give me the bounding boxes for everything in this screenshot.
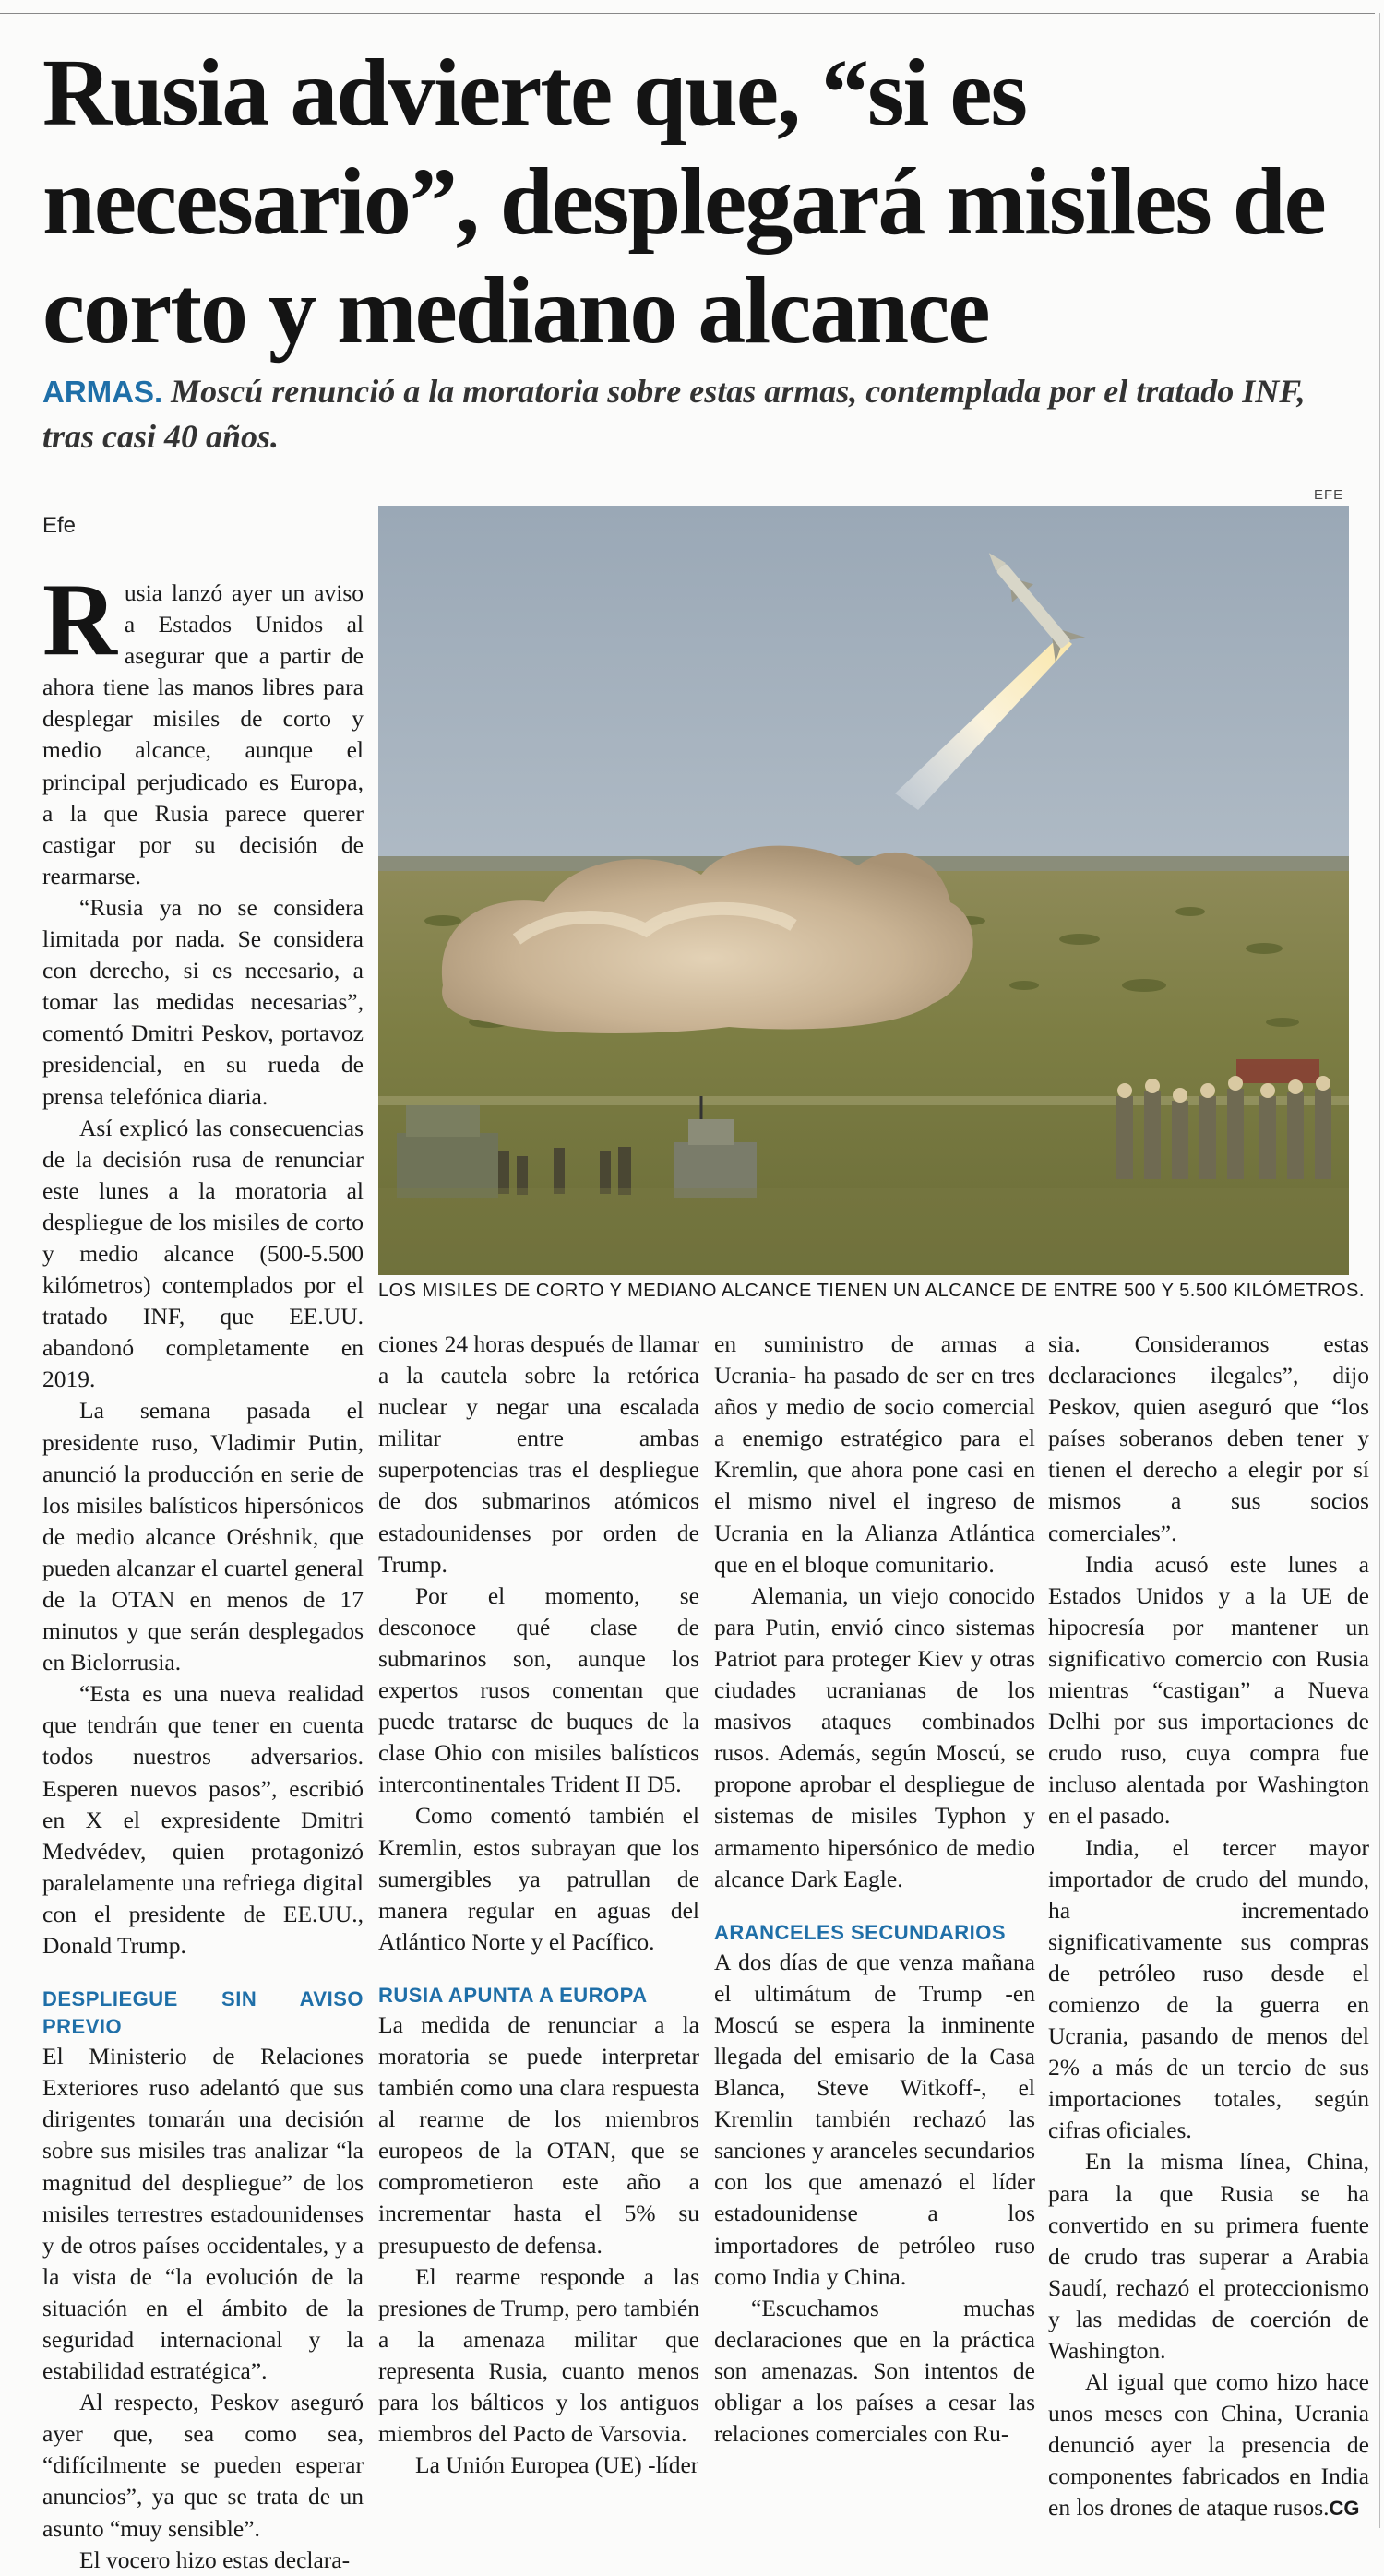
paragraph-text: usia lanzó ayer un aviso a Estados Unidos al asegurar que a partir de ahora tiene las manos libres para desplegar misiles de corto y medio alcance, aunque el principal perjudicado es Europa, a la que Rusia parece querer castigar por su decisión de rearmarse.	[42, 579, 364, 889]
missile-launch-photo	[378, 506, 1349, 1275]
paragraph: “Esta es una nueva realidad que tendrán que tener en cuenta todos nuestros adversarios. Esperen nuevos pasos”, escribió en X el expresidente Dmitri Medvédev, quien protagonizó paralelamente una refriega digital con el presidente de EE.UU., Donald Trump.	[42, 1680, 364, 1960]
paragraph: A dos días de que venza mañana el ultimátum de Trump -en Moscú se espera la inminente llegada del emisario de la Casa Blanca, Steve Witkoff-, el Kremlin también rechazó las sanciones y aranceles secundarios con los que amenazó el líder estadounidense a los importadores de petróleo ruso como India y China.	[714, 1948, 1035, 2290]
paragraph	[42, 563, 364, 892]
deck-text: Moscú renunció a la moratoria sobre estas armas, contemplada por el tratado INF, tras casi 40 años.	[42, 373, 1306, 455]
kicker: ARMAS.	[42, 375, 163, 409]
paragraph: El Ministerio de Relaciones Exteriores ruso adelantó que sus dirigentes tomarán una decisión sobre sus misiles tras analizar “la magnitud del despliegue” de los misiles terrestres estadounidenses y de otros países occidentales, y a la vista de “la evolución de la situación en el ámbito de la seguridad internacional y la estabilidad estratégica”.	[42, 2043, 364, 2385]
paragraph: La medida de renunciar a la moratoria se puede interpretar también como una clara respuesta al rearme de los miembros europeos de la OTAN, que se comprometieron este año a incrementar hasta el 5% su presupuesto de defensa.	[378, 2010, 699, 2259]
paragraph: El vocero hizo estas declara-	[79, 2546, 351, 2573]
photo-credit: EFE	[1314, 487, 1344, 503]
deck	[42, 369, 1334, 459]
column-1	[42, 563, 364, 2576]
drop-cap: R	[42, 563, 117, 677]
right-rule	[1379, 13, 1380, 2528]
subhead: DESPLIEGUE SIN AVISO PREVIO	[42, 1987, 364, 2039]
end-mark: CG	[1329, 2497, 1360, 2521]
column-3	[714, 1329, 1035, 2450]
byline: Efe	[42, 513, 77, 538]
paragraph: India acusó este lunes a Estados Unidos y a la UE de hipocresía por mantener un significativo comercio con Rusia mientras “castigan” a Nueva Delhi por sus importaciones de crudo ruso, cuya compra fue incluso alentada por Washington en el pasado.	[1048, 1550, 1369, 1830]
paragraph-text: Al igual que como hizo hace unos meses con China, Ucrania denunció ayer la presencia de componentes fabricados en India en los drones de ataque rusos.	[1048, 2368, 1369, 2522]
paragraph: En la misma línea, China, para la que Rusia se ha convertido en su primera fuente de crudo tras superar a Arabia Saudí, rechazó el proteccionismo y las medidas de coerción de Washington.	[1048, 2148, 1369, 2364]
paragraph: sia. Consideramos estas declaraciones ilegales”, dijo Peskov, quien aseguró que “los países soberanos deben tener y tienen el derecho a elegir por sí mismos a sus socios comerciales”.	[1048, 1330, 1369, 1546]
subhead: ARANCELES SECUNDARIOS	[714, 1920, 1007, 1944]
paragraph: Así explicó las consecuencias de la decisión rusa de renunciar este lunes a la moratoria al despliegue de los misiles de corto y medio alcance (500-5.500 kilómetros) contemplados por el tratado INF, que EE.UU. abandonó completamente en 2019.	[42, 1114, 364, 1393]
paragraph: Al respecto, Peskov aseguró ayer que, sea como sea, “difícilmente se pueden esperar anuncios”, ya que se trata de un asunto “muy sensible”.	[42, 2389, 364, 2542]
paragraph: El rearme responde a las presiones de Trump, pero también a la amenaza militar que representa Rusia, cuanto menos para los bálticos y los antiguos miembros del Pacto de Varsovia.	[378, 2262, 699, 2448]
paragraph: ciones 24 horas después de llamar a la cautela sobre la retórica nuclear y negar una escalada militar entre ambas superpotencias tras el despliegue de dos submarinos atómicos estadounidenses por orden de Trump.	[378, 1330, 699, 1578]
paragraph: La semana pasada el presidente ruso, Vladimir Putin, anunció la producción en serie de los misiles balísticos hipersónicos de medio alcance Oréshnik, que pueden alcanzar el cuartel general de la OTAN en menos de 17 minutos y que serán desplegados en Bielorrusia.	[42, 1397, 364, 1676]
paragraph: Por el momento, se desconoce qué clase de submarinos son, aunque los expertos rusos comentan que puede tratarse de buques de la clase Ohio con misiles balísticos intercontinentales Trident II D5.	[378, 1581, 699, 1798]
paragraph: “Rusia ya no se considera limitada por nada. Se considera con derecho, si es necesario, a tomar las medidas necesarias”, comentó Dmitri Peskov, portavoz presidencial, en su rueda de prensa telefónica diaria.	[42, 893, 364, 1110]
column-4	[1048, 1329, 1369, 2525]
paragraph: Alemania, un viejo conocido para Putin, envió cinco sistemas Patriot para proteger Kiev y otras ciudades ucranianas de los masivos ataques combinados rusos. Además, según Moscú, se propone aprobar el despliegue de sistemas de misiles Typhon y armamento hipersónico de medio alcance Dark Eagle.	[714, 1581, 1035, 1892]
column-2	[378, 1329, 699, 2481]
subhead: RUSIA APUNTA A EUROPA	[378, 1983, 648, 2007]
paragraph: Como comentó también el Kremlin, estos subrayan que los sumergibles ya patrullan de manera regular en aguas del Atlántico Norte y el Pacífico.	[378, 1802, 699, 1955]
headline: Rusia advierte que, “si es necesario”, desplegará misiles de corto y mediano alcance	[42, 40, 1325, 364]
photo-caption: LOS MISILES DE CORTO Y MEDIANO ALCANCE TIENEN UN ALCANCE DE ENTRE 500 Y 5.500 KILÓMETROS.	[378, 1281, 1365, 1301]
paragraph: “Escuchamos muchas declaraciones que en la práctica son amenazas. Son intentos de obligar a los países a cesar las relaciones comerciales con Ru-	[714, 2294, 1035, 2448]
paragraph	[1048, 2367, 1369, 2524]
top-rule	[0, 13, 1375, 14]
paragraph: La Unión Europea (UE) -líder	[415, 2451, 699, 2479]
paragraph: en suministro de armas a Ucrania- ha pasado de ser en tres años y medio de socio comercial a enemigo estratégico para el Kremlin, que ahora pone casi en el mismo nivel el ingreso de Ucrania en la Alianza Atlántica que en el bloque comunitario.	[714, 1330, 1035, 1578]
paragraph: India, el tercer mayor importador de crudo del mundo, ha incrementado significativamente sus compras de petróleo ruso desde el comienzo de la guerra en Ucrania, pasando de menos del 2% a más de un tercio de sus importaciones totales, según cifras oficiales.	[1048, 1833, 1369, 2144]
